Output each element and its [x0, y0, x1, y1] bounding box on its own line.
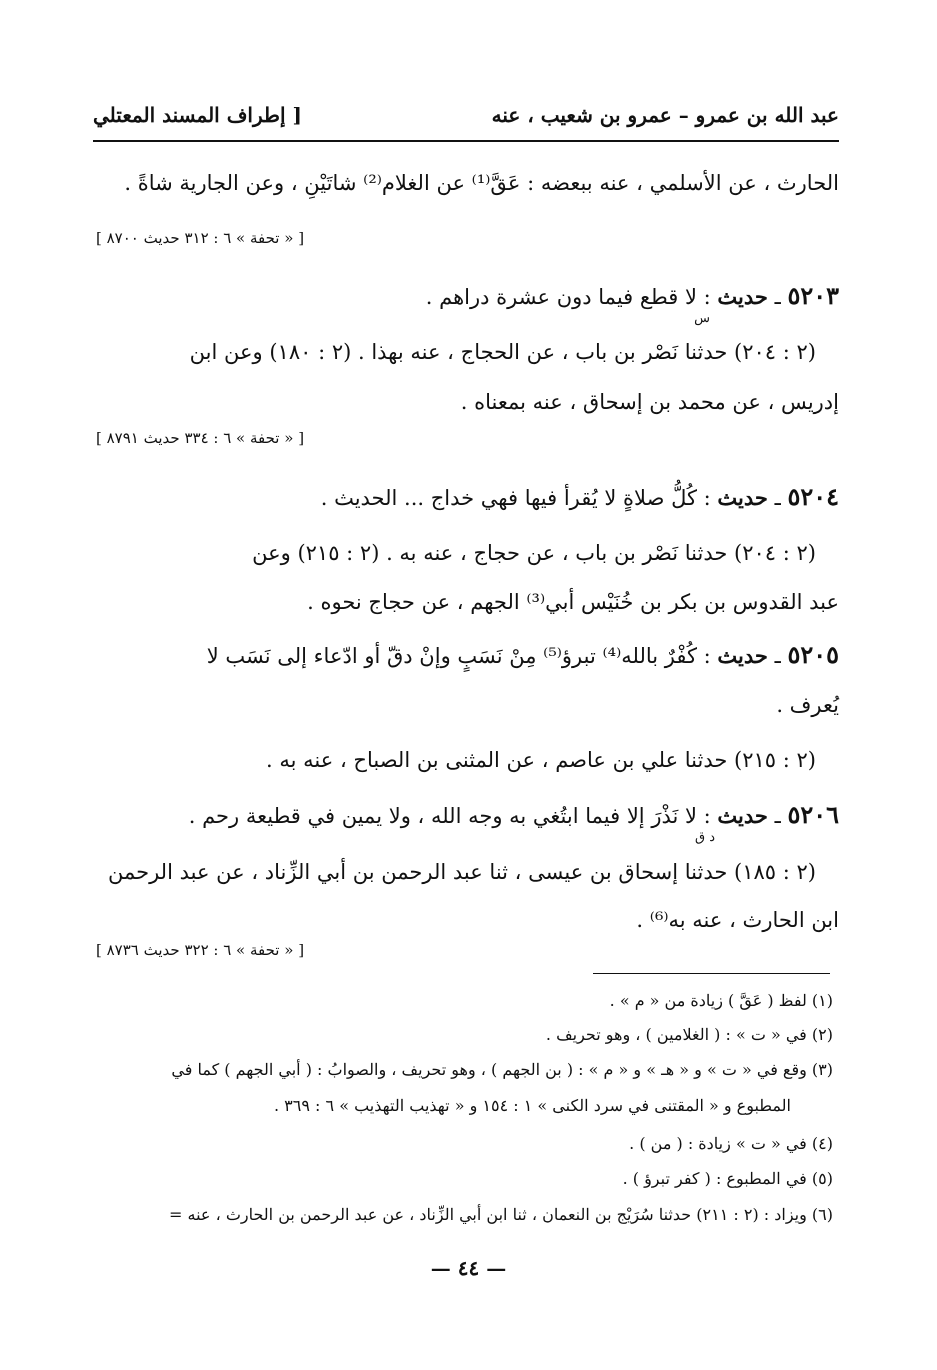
- hadith-label: حديث: [717, 284, 768, 309]
- footnote-2: (٢) في « ت » : ( الغلامين ) ، وهو تحريف .: [545, 1025, 833, 1044]
- hadith-heading-5203: [426, 281, 839, 312]
- text-line: ابن الحارث ، عنه به⁽⁶⁾ .: [636, 908, 839, 932]
- page-number: — ٤٤ —: [430, 1256, 507, 1280]
- hadith-separator: ـ: [774, 644, 781, 668]
- hadith-sigla: س: [694, 311, 710, 326]
- footnote-3: (٣) وقع في « ت » و « هـ » و « م » : ( بن الجهم ) ، وهو تحريف ، والصوابُ : ( أبي الجهم ) كما في: [171, 1060, 833, 1079]
- text-line: يُعرف .: [776, 693, 839, 717]
- footnote-rule: [593, 973, 830, 974]
- hadith-text: : لا قطع فيما دون عشرة دراهم .: [425, 285, 711, 309]
- hadith-number: ٥٢٠٤: [787, 482, 839, 511]
- text-line: (٢ : ٢٠٤) حدثنا نَصْر بن باب ، عن حجاج ، عنه به . (٢ : ٢١٥) وعن: [252, 541, 816, 565]
- footnote-5: (٥) في المطبوع : ( كفر تبرؤ ) .: [622, 1169, 833, 1188]
- running-header-title: عبد الله بن عمرو – عمرو بن شعيب ، عنه: [491, 103, 839, 127]
- hadith-number: ٥٢٠٥: [787, 640, 839, 669]
- footnote-4: (٤) في « ت » زيادة : ( من ) .: [629, 1134, 833, 1153]
- tuhfa-reference: [ « تحفة » ٦ : ٣٢٢ حديث ٨٧٣٦ ]: [96, 941, 305, 959]
- tuhfa-reference: [ « تحفة » ٦ : ٣٣٤ حديث ٨٧٩١ ]: [96, 429, 305, 447]
- footnote-6: (٦) ويزاد : (٢ : ٢١١) حدثنا سُرَيْج بن النعمان ، ثنا ابن أبي الزِّناد ، عن عبد الرحمن بن الحارث ، عنه =: [169, 1205, 833, 1224]
- hadith-label: حديث: [717, 643, 768, 668]
- text-line: إدريس ، عن محمد بن إسحاق ، عنه بمعناه .: [460, 390, 839, 414]
- header-rule: [93, 140, 839, 142]
- hadith-heading-5206: [189, 800, 839, 831]
- text-line: (٢ : ٢١٥) حدثنا علي بن عاصم ، عن المثنى بن الصباح ، عنه به .: [266, 748, 816, 772]
- footnote-1: (١) لفظ ( عَقَّ ) زيادة من « م » .: [609, 991, 833, 1010]
- text-line: الحارث ، عن الأسلمي ، عنه ببعضه : عَقَّ⁽¹⁾ عن الغلام⁽²⁾ شاتَيْنِ ، وعن الجارية شاةً .: [124, 171, 839, 195]
- hadith-text: : كُفْرٌ بالله⁽⁴⁾ تبرؤ⁽⁵⁾ مِنْ نَسَبٍ وإنْ دقّ أو ادّعاء إلى نَسَب لا: [206, 644, 711, 668]
- tuhfa-reference: [ « تحفة » ٦ : ٣١٢ حديث ٨٧٠٠ ]: [96, 229, 305, 247]
- footnote-3-continued: المطبوع و « المقتنى في سرد الكنى » ١ : ١٥٤ و « تهذيب التهذيب » ٦ : ٣٦٩ .: [274, 1096, 791, 1115]
- text-line: (٢ : ٢٠٤) حدثنا نَصْر بن باب ، عن الحجاج ، عنه بهذا . (٢ : ١٨٠) وعن ابن: [189, 340, 816, 364]
- hadith-separator: ـ: [774, 804, 781, 828]
- hadith-label: حديث: [717, 485, 768, 510]
- hadith-separator: ـ: [774, 285, 781, 309]
- text-line: عبد القدوس بن بكر بن خُنَيْس أبي⁽³⁾ الجهم ، عن حجاج نحوه .: [307, 590, 839, 614]
- hadith-sigla: د ق: [694, 830, 715, 845]
- hadith-text: : لا نَذْرَ إلا فيما ابتُغي به وجه الله ، ولا يمين في قطيعة رحم .: [188, 804, 711, 828]
- hadith-text: : كُلُّ صلاةٍ لا يُقرأ فيها فهي خداج ... الحديث .: [320, 486, 711, 510]
- hadith-separator: ـ: [774, 486, 781, 510]
- text-line: (٢ : ١٨٥) حدثنا إسحاق بن عيسى ، ثنا عبد الرحمن بن أبي الزِّناد ، عن عبد الرحمن: [107, 860, 816, 884]
- hadith-heading-5204: [321, 482, 839, 513]
- hadith-label: حديث: [717, 803, 768, 828]
- hadith-heading-5205: [207, 640, 839, 671]
- running-header-book: [ إطراف المسند المعتلي: [93, 103, 302, 127]
- hadith-number: ٥٢٠٣: [787, 281, 839, 310]
- hadith-number: ٥٢٠٦: [787, 800, 839, 829]
